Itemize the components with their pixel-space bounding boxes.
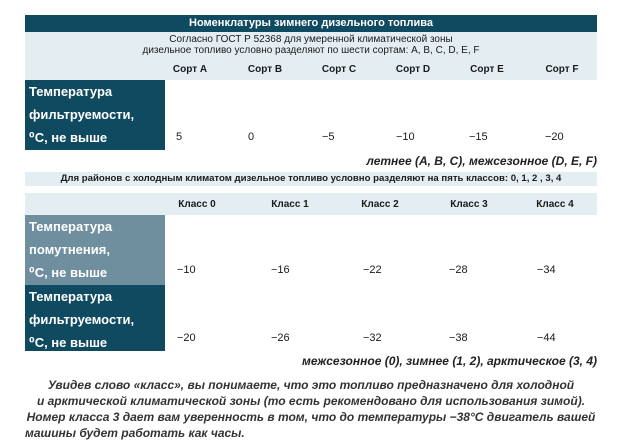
table1-subtitle-line2: дизельное топливо условно разделяют по шести сортам: А, В, С, D, E, F [142, 45, 480, 56]
table2-row-label-cloud [25, 215, 165, 285]
row-label-line: ⁰С, не выше [29, 130, 108, 145]
table2-value: −26 [271, 332, 290, 344]
row-label-line: Температура [29, 289, 113, 304]
table2-col-header: Класс 4 [536, 199, 574, 210]
footer-paragraph [25, 377, 597, 441]
table1-value: 0 [248, 131, 255, 143]
table1-value: −10 [396, 131, 415, 143]
footer-line: машины будет работать как часы. [25, 426, 245, 440]
table1-col-header: Сорт А [172, 64, 208, 75]
table2-col-header: Класс 0 [178, 199, 216, 210]
table1-col-header: Сорт В [247, 64, 283, 75]
table2-value: −22 [363, 264, 382, 276]
table2-row-label-filter [25, 285, 165, 351]
row-label-line: Температура [29, 219, 113, 234]
table2-value: −10 [177, 264, 196, 276]
table2-col-header: Класс 3 [450, 199, 488, 210]
table1-value: −20 [545, 131, 564, 143]
table1-title: Номенклатуры зимнего дизельного топлива [25, 15, 597, 32]
row-label-line: помутнения, [29, 242, 110, 257]
table1-value: 5 [176, 131, 183, 143]
row-label-line: ⁰С, не выше [29, 335, 108, 350]
table2-col-header: Класс 1 [271, 199, 309, 210]
table2-note: Для районов с холодным климатом дизельное топливо условно разделяют на пять классов: 0, 1, 2 , 3, 4 [25, 172, 597, 186]
table2-value: −34 [537, 264, 556, 276]
row-label-line: Температура [29, 84, 113, 99]
table2-legend: межсезонное (0), зимнее (1, 2), арктическое (3, 4) [302, 354, 597, 368]
table1-col-header: Сорт D [395, 64, 431, 75]
table2-col-header: Класс 2 [361, 199, 399, 210]
table1-subtitle [25, 32, 597, 59]
table1-col-header: Сорт С [321, 64, 357, 75]
table1-value: −5 [322, 131, 335, 143]
row-label-line: фильтруемости, [29, 312, 135, 327]
footer-line: Номер класса 3 дает вам уверенность в том, что до температуры −38°С двигатель вашей [26, 410, 596, 424]
table2-value: −20 [177, 332, 196, 344]
table2-value: −28 [449, 264, 468, 276]
table1-col-header: Сорт E [470, 64, 504, 75]
footer-line: Увидев слово «класс», вы понимаете, что это топливо предназначено для холодной [47, 378, 575, 392]
table1-col-header: Сорт F [545, 64, 579, 75]
table1-row-label [25, 80, 165, 150]
table2-value: −32 [363, 332, 382, 344]
table1-value: −15 [469, 131, 488, 143]
table2-value: −16 [271, 264, 290, 276]
table2-value: −38 [449, 332, 468, 344]
row-label-line: фильтруемости, [29, 107, 135, 122]
row-label-line: ⁰С, не выше [29, 265, 108, 280]
footer-line: и арктической климатической зоны (то есть рекомендовано для использования зимой). [36, 394, 586, 408]
table2-value: −44 [537, 332, 556, 344]
table1-legend: летнее (А, В, С), межсезонное (D, E, F) [366, 154, 597, 168]
table1-subtitle-line1: Согласно ГОСТ Р 52368 для умеренной климатической зоны [169, 34, 453, 45]
